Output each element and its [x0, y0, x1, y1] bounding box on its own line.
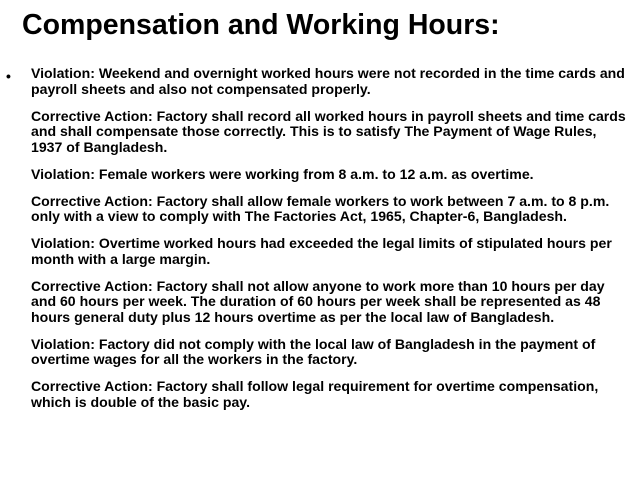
bullet-content [31, 66, 631, 422]
corrective-action-1: Corrective Action: Factory shall record all worked hours in payroll sheets and time cards and shall compensate those correctly. This is to satisfy The Payment of Wage Rules, 1937 of Bangladesh. [31, 107, 626, 155]
violation-3: Violation: Overtime worked hours had exceeded the legal limits of stipulated hours per month with a large margin. [31, 235, 612, 267]
slide-title: Compensation and Working Hours: [22, 9, 500, 41]
violation-2: Violation: Female workers were working from 8 a.m. to 12 a.m. as overtime. [31, 165, 534, 182]
corrective-action-3: Corrective Action: Factory shall not allow anyone to work more than 10 hours per day and 60 hours per week. The duration of 60 hours per week shall be represented as 48 hours general duty plus 12 hours overtime as per the local law of Bangladesh. [31, 277, 605, 325]
corrective-action-2: Corrective Action: Factory shall allow female workers to work between 7 a.m. to 8 p.m. only with a view to comply with The Factories Act, 1965, Chapter-6, Bangladesh. [31, 192, 610, 224]
bullet-marker: • [6, 68, 11, 84]
corrective-action-4: Corrective Action: Factory shall follow legal requirement for overtime compensation, which is double of the basic pay. [31, 378, 599, 410]
violation-1: Violation: Weekend and overnight worked hours were not recorded in the time cards and payroll sheets and also not compensated properly. [31, 65, 625, 97]
violation-4: Violation: Factory did not comply with the local law of Bangladesh in the payment of overtime wages for all the workers in the factory. [31, 335, 596, 367]
